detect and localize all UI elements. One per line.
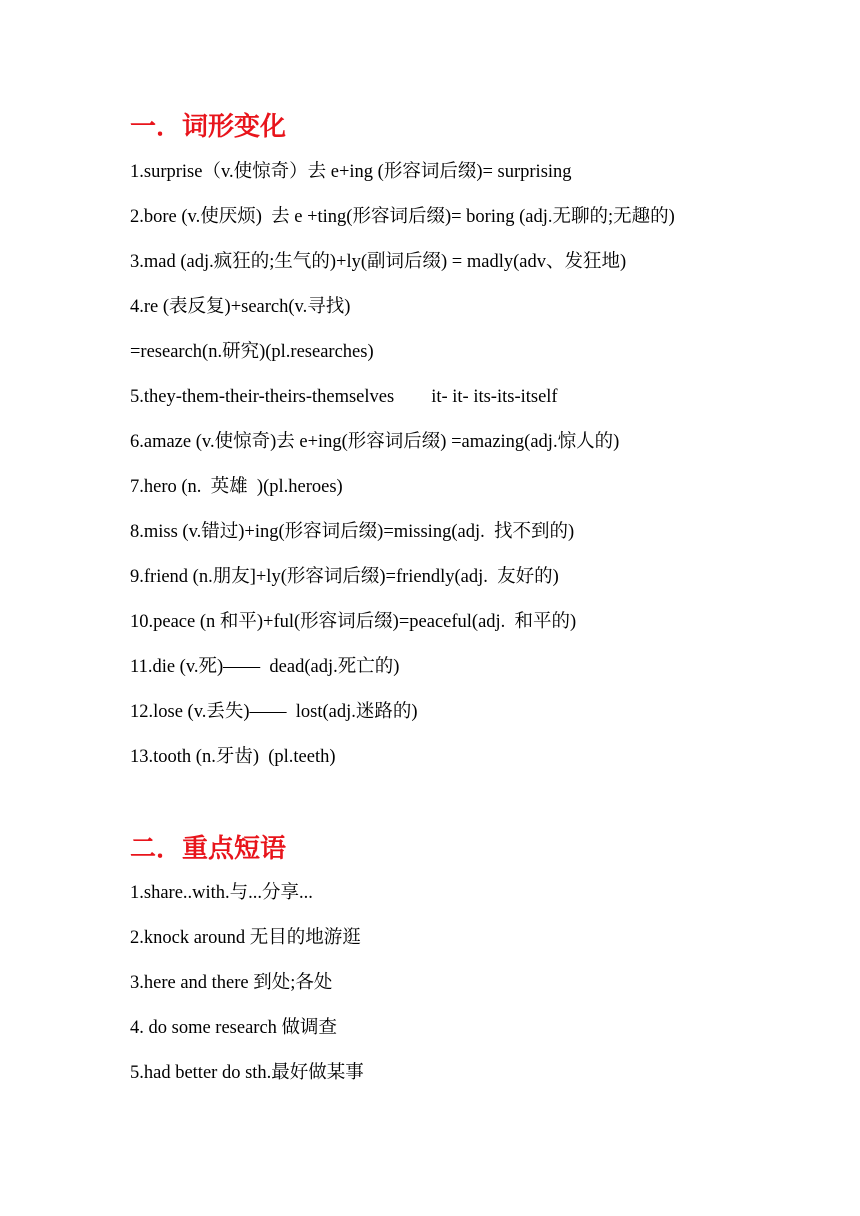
section-heading-word-forms: 一．词形变化 xyxy=(130,112,287,142)
word-form-line: 11.die (v.死)—— dead(adj.死亡的) xyxy=(130,657,400,677)
phrase-line: 5.had better do sth.最好做某事 xyxy=(130,1063,364,1083)
word-form-line: 10.peace (n 和平)+ful(形容词后缀)=peaceful(adj. 和平的) xyxy=(130,612,577,632)
word-form-line: 6.amaze (v.使惊奇)去 e+ing(形容词后缀) =amazing(adj.惊人的) xyxy=(130,432,620,452)
word-form-line: 4.re (表反复)+search(v.寻找) xyxy=(130,297,351,317)
phrase-line: 2.knock around 无目的地游逛 xyxy=(130,928,361,948)
word-form-line: 7.hero (n. 英雄 )(pl.heroes) xyxy=(130,477,343,497)
word-form-line: 1.surprise（v.使惊奇）去 e+ing (形容词后缀)= surprising xyxy=(130,162,572,182)
word-form-line: 12.lose (v.丢失)—— lost(adj.迷路的) xyxy=(130,702,418,722)
word-form-line: 13.tooth (n.牙齿) (pl.teeth) xyxy=(130,747,336,767)
word-form-line: 9.friend (n.朋友]+ly(形容词后缀)=friendly(adj. 友好的) xyxy=(130,567,559,587)
phrase-line: 4. do some research 做调查 xyxy=(130,1018,338,1038)
word-form-line: 2.bore (v.使厌烦) 去 e +ting(形容词后缀)= boring (adj.无聊的;无趣的) xyxy=(130,207,675,227)
phrase-line: 1.share..with.与...分享... xyxy=(130,883,313,903)
phrase-line: 3.here and there 到处;各处 xyxy=(130,973,333,993)
word-form-line: 3.mad (adj.疯狂的;生气的)+ly(副词后缀) = madly(adv、发狂地) xyxy=(130,252,627,272)
section-heading-key-phrases: 二．重点短语 xyxy=(130,834,287,864)
word-form-line: 8.miss (v.错过)+ing(形容词后缀)=missing(adj. 找不到的) xyxy=(130,522,575,542)
word-form-line: =research(n.研究)(pl.researches) xyxy=(130,342,374,362)
word-form-line: 5.they-them-their-theirs-themselves it- it- its-its-itself xyxy=(130,387,558,407)
